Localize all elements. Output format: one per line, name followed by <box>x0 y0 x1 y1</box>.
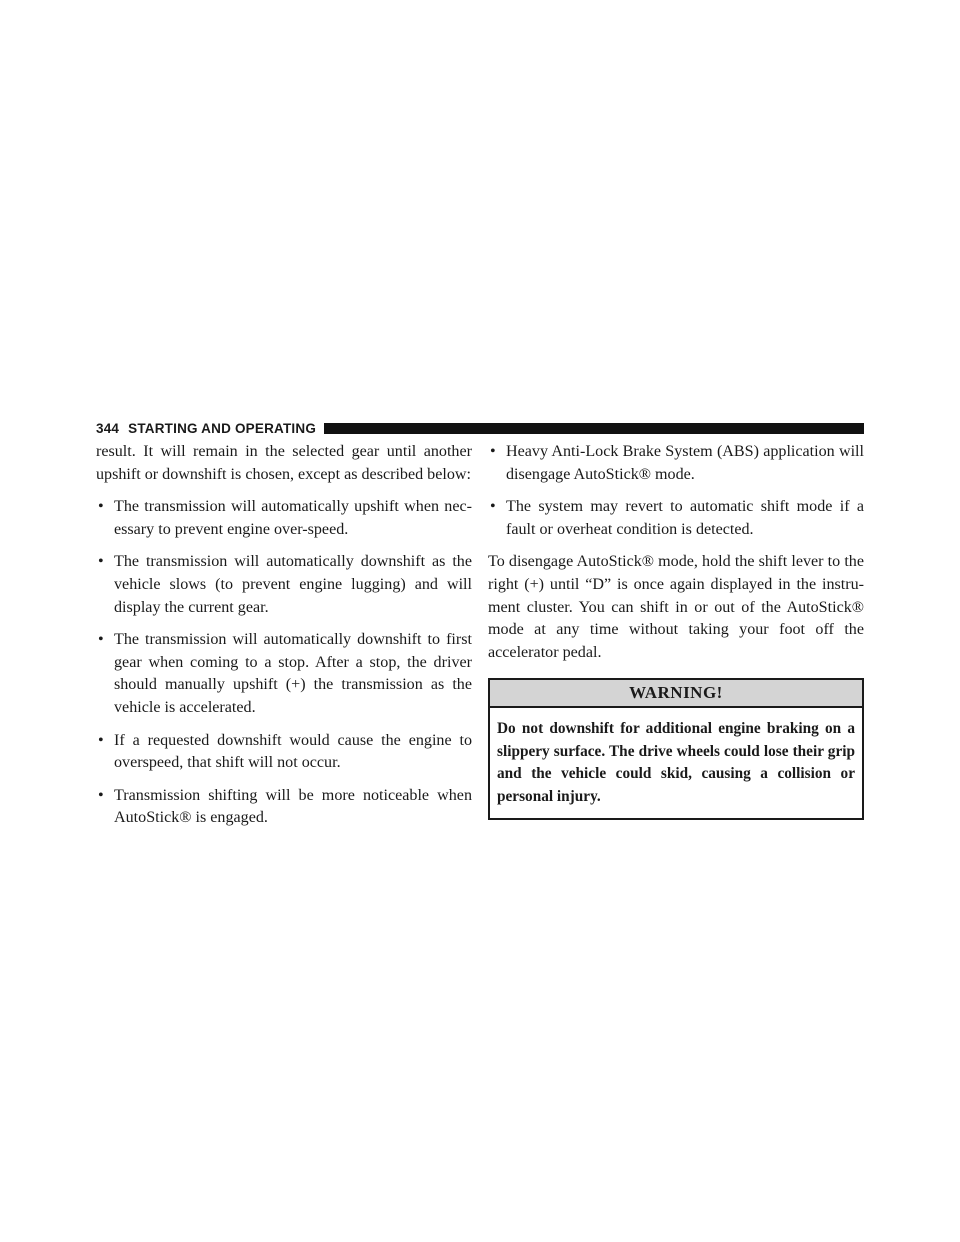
bullet-icon: • <box>98 786 104 804</box>
bullet-icon: • <box>98 498 104 516</box>
list-item-text: Transmission shifting will be more noticeable when AutoStick® is engaged. <box>114 786 472 827</box>
list-item-text: The system may revert to automatic shift mode if a fault or overheat condition is detected. <box>506 498 864 538</box>
list-item-text: The transmission will automatically downshift to first gear when coming to a stop. After a stop, the driver should manually upshift (+) the transmission as the vehicle is accelerated. <box>114 631 472 716</box>
page-number: 344 <box>96 420 120 436</box>
warning-box <box>488 678 864 820</box>
section-title: STARTING AND OPERATING <box>128 420 317 436</box>
right-bullet-list <box>488 441 864 541</box>
list-item-text: If a requested downshift would cause the engine to overspeed, that shift will not occur. <box>114 731 472 772</box>
list-item <box>96 785 472 830</box>
left-column <box>96 441 472 840</box>
bullet-icon: • <box>98 731 104 749</box>
bullet-icon: • <box>490 498 496 516</box>
list-item <box>488 496 864 541</box>
list-item <box>96 551 472 619</box>
warning-title: WARNING! <box>490 680 862 708</box>
intro-paragraph: result. It will remain in the selected gear until another upshift or downshift is chosen, except as described below: <box>96 443 472 483</box>
list-item <box>96 496 472 541</box>
list-item-text: Heavy Anti-Lock Brake System (ABS) application will disengage AutoStick® mode. <box>506 443 864 483</box>
list-item <box>96 629 472 719</box>
list-item-text: The transmission will automatically upshift when nec-essary to prevent engine over-speed. <box>114 498 472 538</box>
warning-text: Do not downshift for additional engine braking on a slippery surface. The drive wheels could lose their grip and the vehicle could skid, causing a collision or personal injury. <box>497 720 855 805</box>
list-item-text: The transmission will automatically downshift as the vehicle slows (to prevent engine lugging) and will display the current gear. <box>114 553 472 616</box>
bullet-icon: • <box>490 443 496 460</box>
left-bullet-list <box>96 496 472 830</box>
bullet-icon: • <box>98 553 104 571</box>
disengage-paragraph: To disengage AutoStick® mode, hold the shift lever to the right (+) until “D” is once again displayed in the instru-ment cluster. You can shift in or out of the AutoStick® mode at any time without taking your foot off the accelerator pedal. <box>488 553 864 661</box>
list-item <box>488 441 864 486</box>
page-header <box>96 418 864 438</box>
right-column <box>488 441 864 820</box>
header-rule <box>324 423 864 434</box>
list-item <box>96 730 472 775</box>
bullet-icon: • <box>98 631 104 649</box>
